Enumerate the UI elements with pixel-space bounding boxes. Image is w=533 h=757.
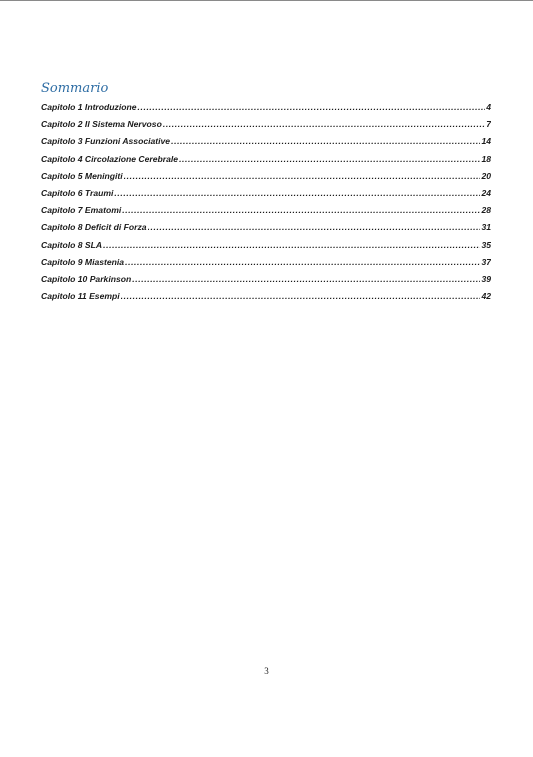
toc-leader-dots (121, 291, 481, 301)
toc-leader-dots (148, 222, 481, 232)
toc-entry-page: 35 (481, 239, 491, 250)
toc-entry-chapter-8-sla[interactable] (41, 240, 491, 257)
toc-entry-title: Capitolo 10 Parkinson (41, 273, 132, 284)
toc-leader-dots (163, 119, 485, 129)
toc-leader-dots (137, 102, 485, 112)
toc-entry-chapter-4[interactable] (41, 154, 491, 171)
toc-entry-page: 39 (481, 273, 491, 284)
toc-entry-chapter-8-deficit[interactable] (41, 222, 491, 239)
toc-entry-page: 18 (481, 153, 491, 164)
toc-leader-dots (114, 188, 480, 198)
toc-entry-chapter-6[interactable] (41, 188, 491, 205)
toc-leader-dots (124, 171, 481, 181)
toc-entry-page: 14 (481, 136, 491, 147)
toc-entry-page: 31 (481, 222, 491, 233)
toc-entry-chapter-10[interactable] (41, 274, 491, 291)
toc-entry-chapter-9[interactable] (41, 257, 491, 274)
toc-heading: Sommario (41, 81, 109, 96)
toc-entry-title: Capitolo 3 Funzioni Associative (41, 136, 171, 147)
toc-entry-page: 37 (481, 256, 491, 267)
toc-entry-title: Capitolo 8 Deficit di Forza (41, 222, 147, 233)
toc-entry-page: 7 (486, 119, 491, 130)
toc-entry-title: Capitolo 2 Il Sistema Nervoso (41, 119, 162, 130)
toc-leader-dots (132, 274, 480, 284)
toc-entry-title: Capitolo 8 SLA (41, 239, 103, 250)
toc-leader-dots (122, 205, 480, 215)
toc-entry-chapter-7[interactable] (41, 205, 491, 222)
toc-entry-chapter-3[interactable] (41, 136, 491, 153)
toc-entry-title: Capitolo 4 Circolazione Cerebrale (41, 153, 179, 164)
toc-entry-title: Capitolo 11 Esempi (41, 291, 120, 302)
toc-entry-chapter-11[interactable] (41, 291, 491, 308)
toc-entry-chapter-2[interactable] (41, 119, 491, 136)
toc-leader-dots (171, 136, 480, 146)
toc-entry-page: 42 (481, 291, 491, 302)
toc-entry-chapter-5[interactable] (41, 171, 491, 188)
toc-leader-dots (179, 154, 480, 164)
toc-entry-chapter-1[interactable] (41, 102, 491, 119)
toc-entry-title: Capitolo 9 Miastenia (41, 256, 125, 267)
toc-entry-title: Capitolo 5 Meningiti (41, 170, 123, 181)
toc-entry-page: 4 (486, 102, 491, 112)
toc-leader-dots (125, 257, 480, 267)
page-number: 3 (264, 666, 269, 676)
toc-leader-dots (103, 240, 480, 250)
toc-entry-title: Capitolo 1 Introduzione (41, 102, 137, 112)
toc-entry-page: 28 (481, 205, 491, 216)
toc-entry-title: Capitolo 7 Ematomi (41, 205, 122, 216)
toc-entry-page: 20 (481, 170, 491, 181)
toc-entry-title: Capitolo 6 Traumi (41, 187, 114, 198)
table-of-contents (41, 102, 491, 308)
toc-entry-page: 24 (481, 187, 491, 198)
